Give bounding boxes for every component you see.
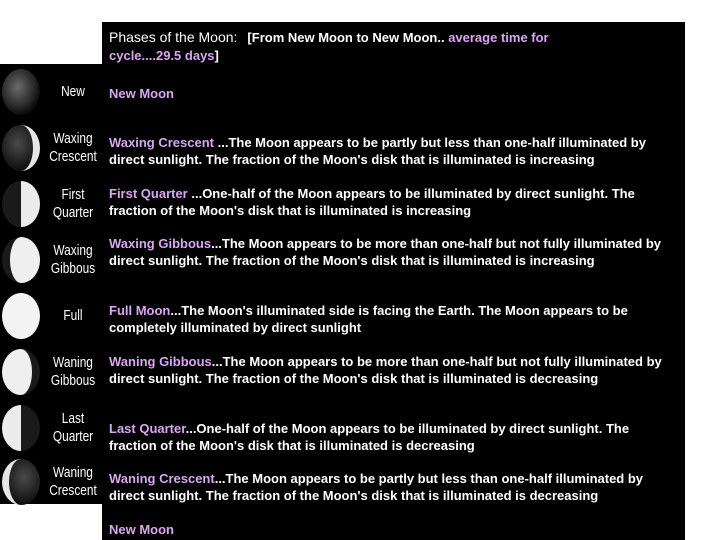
entry-text: ...The Moon's illuminated side is facing the Earth. The Moon appears to be completely illuminated by direct sunlight — [109, 303, 628, 335]
entry-name: Waning Gibbous — [109, 354, 212, 369]
page-title — [109, 27, 549, 48]
phase-label — [49, 83, 97, 101]
entry-text: ...The Moon appears to be more than one-half but not fully illuminated by direct sunlight. The fraction of the Moon's disk that is illuminated is decreasing — [109, 354, 662, 386]
entry-name: Last Quarter — [109, 421, 186, 436]
entry-name: First Quarter — [109, 186, 188, 201]
phase-waxing-crescent — [0, 122, 102, 174]
phase-waxing-gibbous — [0, 234, 102, 286]
cycle-length: cycle....29.5 days — [109, 48, 215, 63]
phase-label-line: Full — [63, 308, 83, 324]
title-bracket-text: [From New Moon to New Moon.. — [247, 30, 449, 45]
title-main: Phases of the Moon: — [109, 29, 238, 45]
full-moon-icon — [1, 292, 43, 340]
phase-label — [49, 307, 97, 325]
phase-label-line: Gibbous — [50, 261, 96, 277]
entry-name: Waxing Crescent — [109, 135, 214, 150]
phase-label-line: First — [61, 187, 85, 203]
title-line2 — [109, 47, 219, 65]
phase-label-line: Gibbous — [50, 373, 96, 389]
phase-label-line: Waxing — [53, 131, 93, 147]
entry-new-moon-end — [109, 521, 679, 538]
title-highlight: average time for — [448, 30, 549, 45]
entry-name: Waning Crescent — [109, 471, 215, 486]
phase-label-line: Last — [61, 411, 85, 427]
phase-label-line: Waxing — [53, 243, 93, 259]
phase-label-line: Quarter — [52, 205, 94, 221]
title-cycle-note — [247, 30, 548, 45]
entry-name: Full Moon — [109, 303, 171, 318]
phase-label-line: New — [61, 84, 85, 100]
moon-phase-column — [0, 64, 102, 504]
phase-label-line: Waning — [53, 355, 93, 371]
entry-name: Waxing Gibbous — [109, 236, 212, 251]
entry-name: New Moon — [109, 522, 174, 537]
phase-label-line: Crescent — [49, 483, 97, 499]
phase-full — [0, 290, 102, 342]
entry-name: New Moon — [109, 86, 174, 101]
entry-waning-crescent — [109, 470, 679, 504]
entry-last-quarter — [109, 420, 679, 454]
entry-waxing-crescent — [109, 134, 679, 168]
entry-first-quarter — [109, 185, 679, 219]
phase-label-line: Quarter — [52, 429, 94, 445]
entry-waxing-gibbous — [109, 235, 679, 269]
last-quarter-icon — [1, 404, 43, 452]
entry-text: ...The Moon appears to be partly but less than one-half illuminated by direct sunlight. The fraction of the Moon's disk that is illuminated is decreasing — [109, 471, 644, 503]
new-moon-icon — [1, 68, 43, 116]
phase-label — [49, 242, 97, 278]
phase-label — [49, 186, 97, 222]
waxing-gibbous-icon — [1, 236, 43, 284]
phase-label-line: Waning — [53, 465, 93, 481]
entry-text: ...One-half of the Moon appears to be illuminated by direct sunlight. The fraction of the Moon's disk that is illuminated is decreasing — [109, 421, 630, 453]
entry-text: ...One-half of the Moon appears to be illuminated by direct sunlight. The fraction of the Moon's disk that is illuminated is increasing — [109, 186, 635, 218]
phase-waning-gibbous — [0, 346, 102, 398]
entry-full-moon — [109, 302, 679, 336]
phase-label — [49, 410, 97, 446]
phase-waning-crescent — [0, 456, 102, 508]
first-quarter-icon — [1, 180, 43, 228]
phase-label-line: Crescent — [49, 149, 97, 165]
waning-gibbous-icon — [1, 348, 43, 396]
entry-text: ...The Moon appears to be more than one-half but not fully illuminated by direct sunlight. The fraction of the Moon's disk that is illuminated is increasing — [109, 236, 662, 268]
phase-last-quarter — [0, 402, 102, 454]
title-close-bracket: ] — [214, 48, 219, 63]
waxing-crescent-icon — [1, 124, 43, 172]
entry-text: ...The Moon appears to be partly but less than one-half illuminated by direct sunlight. The fraction of the Moon's disk that is illuminated is increasing — [109, 135, 646, 167]
phase-label — [49, 354, 97, 390]
entry-waning-gibbous — [109, 353, 679, 387]
phase-first-quarter — [0, 178, 102, 230]
entry-new-moon — [109, 85, 679, 102]
waning-crescent-icon — [1, 458, 43, 506]
phase-label — [49, 464, 97, 500]
phase-new — [0, 66, 102, 118]
phase-label — [49, 130, 97, 166]
